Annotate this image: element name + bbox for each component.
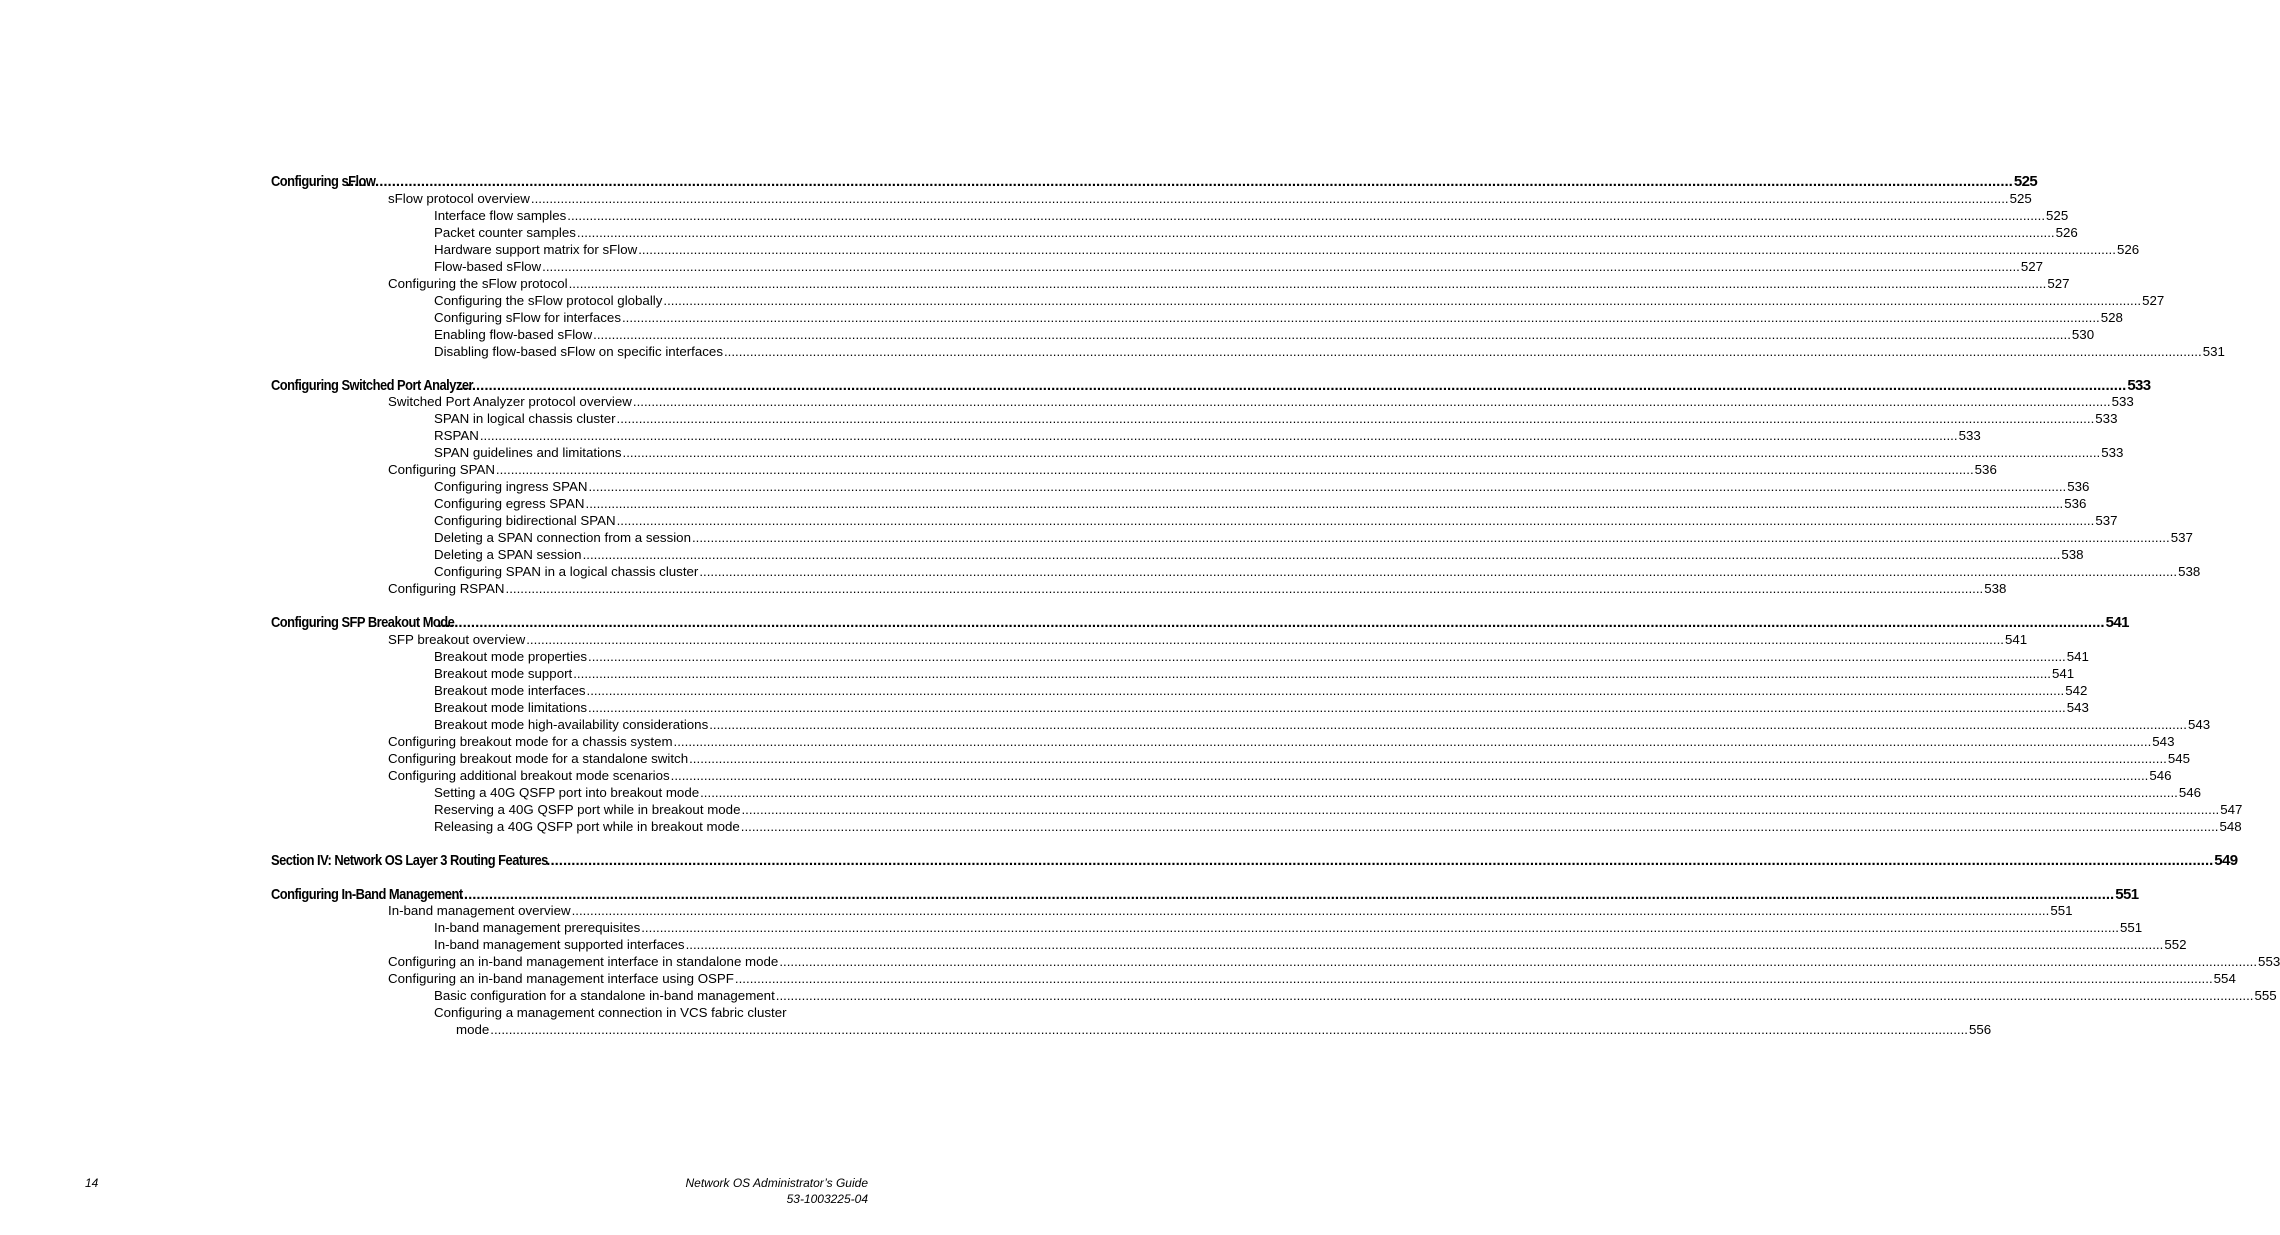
footer-doc-number: 53-1003225-04: [786, 1192, 868, 1206]
dot-leader: ................................................................................................................................................................................................................................................................................................................................................................................................................: [567, 207, 2046, 223]
toc-entry[interactable]: [434, 530, 2193, 546]
dot-leader: ................................................................................................................................................................................................................................................................................................................................................................................................................: [505, 581, 1984, 596]
dot-leader: ................................................................................................................................................................................................................................................................................................................................................................................................................: [700, 784, 2178, 800]
toc-entry-page: 543: [2187, 716, 2211, 732]
dot-leader: ................................................................................................................................................................................................................................................................................................................................................................................................................: [622, 445, 2101, 460]
toc-entry-page: 533: [1958, 428, 1981, 443]
dot-leader: ................................................................................................................................................................................................................................................................................................................................................................................................................: [779, 954, 2258, 969]
toc-entry-page: 551: [2115, 885, 2139, 903]
toc-entry-page: 546: [2178, 784, 2202, 800]
dot-leader: ................................................................................................................................................................................................................................................................................................................................................................................................................: [568, 275, 2047, 291]
toc-entry-title: SPAN guidelines and limitations: [434, 445, 622, 460]
toc-entry-title: SPAN in logical chassis cluster: [434, 411, 616, 426]
toc-entry-page: 541: [2066, 648, 2089, 664]
toc-entry-page: 541: [2004, 631, 2028, 647]
toc-entry-title: Breakout mode properties: [434, 648, 587, 664]
toc-entry[interactable]: [434, 784, 2202, 801]
dot-leader: ................................................................................................................................................................................................................................................................................................................................................................................................................: [588, 648, 2066, 664]
toc-entry[interactable]: [434, 496, 2087, 512]
toc-entry[interactable]: [434, 818, 2242, 835]
toc-entry-title: Configuring a management connection in VCS fabric cluster: [434, 1005, 787, 1020]
toc-entry-page: 538: [1984, 581, 2007, 596]
toc-entry-title: Configuring Switched Port Analyzer: [271, 376, 474, 394]
toc-entry-title: Breakout mode interfaces: [434, 682, 586, 698]
toc-entry-page: 543: [2152, 733, 2175, 749]
dot-leader: ................................................................................................................................................................................................................................................................................................................................................................................................................: [673, 733, 2152, 749]
toc-entry-page: 525: [2013, 173, 2038, 190]
toc-entry[interactable]: [434, 207, 2069, 224]
dot-leader: ................................................................................................................................................................................................................................................................................................................................................................................................................: [616, 411, 2095, 426]
toc-entry-title: In-band management overview: [388, 903, 571, 918]
toc-entry[interactable]: [388, 190, 2032, 207]
toc-entry-title: RSPAN: [434, 428, 479, 443]
dot-leader: ................................................................................................................................................................................................................................................................................................................................................................................................................: [530, 190, 2009, 206]
toc-entry-page: 547: [2220, 801, 2243, 817]
toc-entry[interactable]: [434, 648, 2089, 665]
toc-entry-page: 533: [2127, 376, 2151, 394]
toc-entry[interactable]: [388, 462, 1997, 478]
toc-entry-title: Configuring egress SPAN: [434, 496, 585, 511]
toc-entry-page: 526: [2116, 241, 2140, 257]
dot-leader: ................................................................................................................................................................................................................................................................................................................................................................................................................: [699, 564, 2178, 579]
dot-leader: ................................................................................................................................................................................................................................................................................................................................................................................................................: [585, 496, 2064, 511]
toc-entry[interactable]: [388, 903, 2073, 919]
toc-entry[interactable]: [456, 1022, 1992, 1038]
footer-guide-title: Network OS Administrator’s Guide: [685, 1176, 868, 1190]
toc-entry-title: Configuring SPAN in a logical chassis cluster: [434, 564, 699, 579]
toc-entry-page: 530: [2071, 326, 2095, 342]
toc-entry-title: Configuring the sFlow protocol: [388, 275, 568, 291]
dot-leader: ................................................................................................................................................................................................................................................................................................................................................................................................................: [573, 665, 2051, 681]
toc-entry[interactable]: [434, 326, 2095, 343]
toc-entry-title: Configuring breakout mode for a chassis system: [388, 733, 673, 749]
toc-entry-page: 526: [2055, 224, 2078, 240]
toc-entry-title: Configuring an in-band management interface using OSPF: [388, 971, 734, 986]
toc-entry-title: Deleting a SPAN session: [434, 547, 582, 562]
toc-entry-title: Configuring an in-band management interface in standalone mode: [388, 954, 779, 969]
toc-entry-page: 531: [2202, 343, 2225, 359]
toc-entry-page: 552: [2164, 937, 2187, 952]
dot-leader: ................................................................................................................................................................................................................................................................................................................................................................................................................: [740, 818, 2219, 834]
toc-entry-title: Configuring breakout mode for a standalone switch: [388, 750, 689, 766]
dot-leader: ................................................................................................................................................................................................................................................................................................................................................................................................................: [437, 614, 2105, 631]
toc-entry-page: 555: [2254, 988, 2277, 1003]
toc-entry[interactable]: [388, 394, 2134, 410]
toc-entry-page: 538: [2061, 547, 2084, 562]
toc-entry-page: 536: [2067, 479, 2090, 494]
dot-leader: ................................................................................................................................................................................................................................................................................................................................................................................................................: [490, 1022, 1968, 1037]
toc-entry-title: mode: [456, 1022, 490, 1037]
toc-entry[interactable]: [434, 445, 2124, 461]
toc-entry-page: 533: [2095, 411, 2118, 426]
dot-leader: ................................................................................................................................................................................................................................................................................................................................................................................................................: [709, 716, 2187, 732]
toc-entry-title: Configuring RSPAN: [388, 581, 505, 596]
toc-entry[interactable]: [434, 937, 2187, 953]
toc-entry-page: 536: [2064, 496, 2087, 511]
toc-entry[interactable]: [434, 665, 2075, 682]
toc-entry-title: Configuring bidirectional SPAN: [434, 513, 616, 528]
dot-leader: ................................................................................................................................................................................................................................................................................................................................................................................................................: [459, 376, 2127, 394]
dot-leader: ................................................................................................................................................................................................................................................................................................................................................................................................................: [663, 292, 2142, 308]
toc-entry-title: Disabling flow-based sFlow on specific interfaces: [434, 343, 723, 359]
toc-entry-page: 536: [1974, 462, 1997, 477]
dot-leader: ................................................................................................................................................................................................................................................................................................................................................................................................................: [586, 682, 2065, 698]
toc-entry-page: 525: [2046, 207, 2069, 223]
toc-entry-title: Setting a 40G QSFP port into breakout mode: [434, 784, 700, 800]
dot-leader: ................................................................................................................................................................................................................................................................................................................................................................................................................: [670, 767, 2149, 783]
toc-entry-page: 538: [2178, 564, 2201, 579]
dot-leader: ................................................................................................................................................................................................................................................................................................................................................................................................................: [775, 988, 2254, 1003]
toc-entry-page: 543: [2066, 699, 2089, 715]
toc-entry[interactable]: [434, 682, 2088, 699]
toc-entry[interactable]: [434, 564, 2201, 580]
toc-entry[interactable]: [434, 513, 2118, 529]
toc-entry-page: 542: [2065, 682, 2088, 698]
dot-leader: ................................................................................................................................................................................................................................................................................................................................................................................................................: [632, 394, 2111, 409]
toc-entry-title: Breakout mode high-availability considerations: [434, 716, 709, 732]
toc-entry-title: Breakout mode limitations: [434, 699, 587, 715]
dot-leader: ................................................................................................................................................................................................................................................................................................................................................................................................................: [723, 343, 2202, 359]
dot-leader: ................................................................................................................................................................................................................................................................................................................................................................................................................: [582, 547, 2061, 562]
toc-entry-title: Configuring ingress SPAN: [434, 479, 588, 494]
toc-chapter-entry[interactable]: [271, 173, 2038, 191]
dot-leader: ................................................................................................................................................................................................................................................................................................................................................................................................................: [447, 885, 2115, 903]
toc-entry[interactable]: [388, 971, 2236, 987]
toc-entry-title: Configuring SPAN: [388, 462, 495, 477]
toc-entry-page: 527: [2020, 258, 2044, 274]
toc-entry-page: 527: [2047, 275, 2070, 291]
dot-leader: ................................................................................................................................................................................................................................................................................................................................................................................................................: [638, 241, 2116, 257]
toc-entry[interactable]: [434, 920, 2143, 936]
dot-leader: ................................................................................................................................................................................................................................................................................................................................................................................................................: [616, 513, 2095, 528]
dot-leader: ................................................................................................................................................................................................................................................................................................................................................................................................................: [479, 428, 1958, 443]
toc-entry[interactable]: [434, 716, 2211, 733]
toc-entry-title: Basic configuration for a standalone in-band management: [434, 988, 775, 1003]
toc-entry[interactable]: [434, 241, 2140, 258]
toc-entry-page: 556: [1969, 1022, 1992, 1037]
dot-leader: ................................................................................................................................................................................................................................................................................................................................................................................................................: [741, 801, 2220, 817]
toc-entry-title: sFlow protocol overview: [388, 190, 530, 206]
toc-entry-title: SFP breakout overview: [388, 631, 526, 647]
toc-entry[interactable]: [434, 547, 2084, 563]
toc-entry[interactable]: [434, 988, 2277, 1004]
toc-entry-page: 528: [2100, 309, 2123, 325]
dot-leader: ................................................................................................................................................................................................................................................................................................................................................................................................................: [621, 309, 2100, 325]
toc-entry-title: Section IV: Network OS Layer 3 Routing Features: [271, 851, 548, 869]
toc-entry[interactable]: [434, 801, 2243, 818]
toc-entry-title: In-band management prerequisites: [434, 920, 641, 935]
dot-leader: ................................................................................................................................................................................................................................................................................................................................................................................................................: [734, 971, 2213, 986]
dot-leader: ................................................................................................................................................................................................................................................................................................................................................................................................................: [588, 699, 2066, 715]
toc-entry[interactable]: [388, 275, 2070, 292]
dot-leader: ................................................................................................................................................................................................................................................................................................................................................................................................................: [345, 173, 2013, 190]
toc-entry-page: 551: [2119, 920, 2143, 935]
dot-leader: ................................................................................................................................................................................................................................................................................................................................................................................................................: [685, 937, 2164, 952]
toc-entry[interactable]: [388, 631, 2028, 648]
toc-entry-page: 533: [2111, 394, 2134, 409]
dot-leader: ................................................................................................................................................................................................................................................................................................................................................................................................................: [576, 224, 2055, 240]
dot-leader: ................................................................................................................................................................................................................................................................................................................................................................................................................: [691, 530, 2170, 545]
toc-entry-title: Configuring the sFlow protocol globally: [434, 292, 663, 308]
toc-entry-page: 537: [2170, 530, 2193, 545]
toc-entry-page: 553: [2258, 954, 2280, 969]
toc-entry[interactable]: [388, 954, 2280, 970]
dot-leader: ................................................................................................................................................................................................................................................................................................................................................................................................................: [593, 326, 2071, 342]
toc-entry-title: Breakout mode support: [434, 665, 573, 681]
toc-entry-title: Packet counter samples: [434, 224, 576, 240]
toc-entry-page: 541: [2051, 665, 2075, 681]
toc-entry-title: Configuring SFP Breakout Mode: [271, 614, 455, 631]
toc-entry-page: 554: [2213, 971, 2236, 986]
toc-entry-page: 537: [2095, 513, 2118, 528]
toc-chapter-entry[interactable]: [271, 851, 2238, 870]
toc-entry[interactable]: [434, 258, 2044, 275]
toc-entry[interactable]: [388, 581, 2007, 597]
toc-entry[interactable]: [434, 292, 2165, 309]
toc-chapter-entry[interactable]: [271, 376, 2151, 395]
toc-entry-title: Configuring sFlow: [271, 173, 376, 190]
toc-entry[interactable]: [434, 428, 1981, 444]
dot-leader: ................................................................................................................................................................................................................................................................................................................................................................................................................: [689, 750, 2167, 766]
toc-entry-title: Switched Port Analyzer protocol overview: [388, 394, 632, 409]
toc-entry-title: In-band management supported interfaces: [434, 937, 685, 952]
dot-leader: ................................................................................................................................................................................................................................................................................................................................................................................................................: [641, 920, 2119, 935]
toc-entry[interactable]: [434, 699, 2089, 716]
toc-entry-title: Reserving a 40G QSFP port while in breakout mode: [434, 801, 741, 817]
dot-leader: ................................................................................................................................................................................................................................................................................................................................................................................................................: [542, 258, 2020, 274]
toc-entry[interactable]: [434, 479, 2090, 495]
footer-page-number: 14: [85, 1176, 99, 1190]
toc-entry-title: Releasing a 40G QSFP port while in breakout mode: [434, 818, 740, 834]
toc-chapter-entry[interactable]: [271, 885, 2139, 904]
toc-entry-page: 525: [2009, 190, 2032, 206]
toc-entry-title: Hardware support matrix for sFlow: [434, 241, 638, 257]
toc-entry-title: Flow-based sFlow: [434, 258, 542, 274]
toc-entry-title: Deleting a SPAN connection from a session: [434, 530, 691, 545]
toc-entry-page: 541: [2105, 614, 2129, 631]
dot-leader: ................................................................................................................................................................................................................................................................................................................................................................................................................: [588, 479, 2067, 494]
toc-entry-title: Interface flow samples: [434, 207, 567, 223]
toc-entry[interactable]: [434, 411, 2118, 427]
toc-entry[interactable]: [388, 767, 2172, 784]
toc-entry[interactable]: [434, 224, 2078, 241]
toc-entry-page: 546: [2149, 767, 2172, 783]
dot-leader: ................................................................................................................................................................................................................................................................................................................................................................................................................: [526, 631, 2004, 647]
toc-entry-page: 527: [2142, 292, 2165, 308]
toc-entry-title: Configuring sFlow for interfaces: [434, 309, 621, 325]
toc-entry-title: Configuring additional breakout mode scenarios: [388, 767, 670, 783]
toc-chapter-entry[interactable]: [271, 614, 2129, 632]
toc-entry[interactable]: [434, 309, 2123, 326]
toc-entry[interactable]: [388, 733, 2175, 750]
toc-entry[interactable]: [388, 750, 2191, 767]
toc-entry-page: 548: [2219, 818, 2242, 834]
toc-entry-page: 533: [2101, 445, 2124, 460]
toc-entry-page: 545: [2167, 750, 2191, 766]
toc-entry-title: Configuring In-Band Management: [271, 885, 463, 903]
toc-entry[interactable]: [434, 343, 2225, 360]
toc-entry-page: 549: [2214, 851, 2238, 869]
dot-leader: ................................................................................................................................................................................................................................................................................................................................................................................................................: [495, 462, 1974, 477]
toc-entry-page: 551: [2050, 903, 2073, 918]
dot-leader: ................................................................................................................................................................................................................................................................................................................................................................................................................: [571, 903, 2050, 918]
dot-leader: ................................................................................................................................................................................................................................................................................................................................................................................................................: [546, 851, 2214, 869]
toc-entry-title: Enabling flow-based sFlow: [434, 326, 593, 342]
